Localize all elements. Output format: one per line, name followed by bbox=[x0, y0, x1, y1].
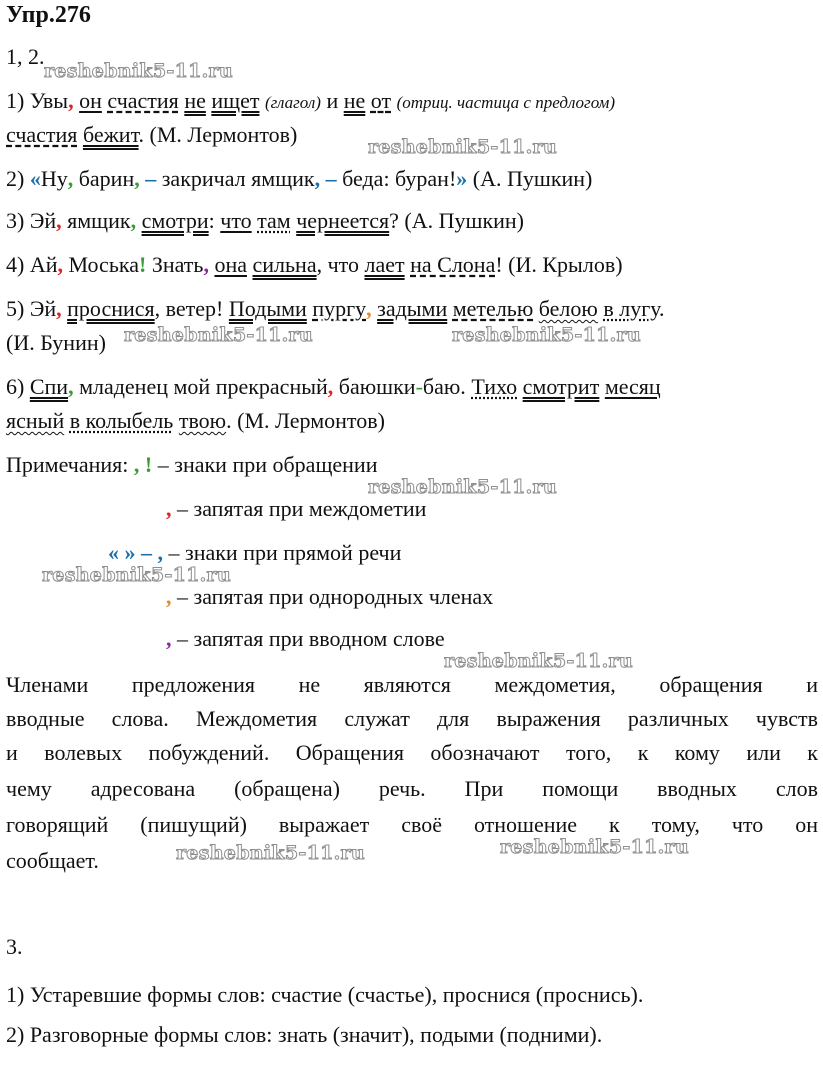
note-2 bbox=[166, 496, 426, 522]
object-word: счастия bbox=[6, 122, 78, 147]
punctuation-mark: , bbox=[130, 208, 137, 233]
item-1: 1) Устаревшие формы слов: счастие (счастье), проснися (проснись). bbox=[6, 982, 644, 1007]
grammar-note: (глагол) bbox=[264, 93, 321, 112]
subject-word: месяц bbox=[604, 374, 661, 399]
sentence-4 bbox=[6, 252, 623, 278]
word: . bbox=[659, 296, 665, 321]
word: закричал ямщик bbox=[156, 166, 315, 191]
note-marks: , ! bbox=[133, 452, 153, 477]
attribute-word: белою bbox=[538, 296, 598, 321]
author-citation: (И. Бунин) bbox=[6, 330, 106, 355]
word: : bbox=[208, 208, 221, 233]
punctuation-mark: , bbox=[57, 252, 63, 277]
word: баю. bbox=[422, 374, 472, 399]
predicate-word: не bbox=[184, 88, 206, 113]
sentence-1-line-1 bbox=[6, 88, 615, 116]
predicate-word: проснися bbox=[67, 296, 155, 321]
watermark: reshebnik5-11.ru bbox=[176, 842, 365, 864]
note-text: – запятая при вводном слове bbox=[171, 626, 445, 651]
note-text: – запятая при однородных членах bbox=[171, 584, 494, 609]
adverbial-word: там bbox=[257, 208, 291, 233]
word: младенец мой прекрасный bbox=[73, 374, 328, 399]
predicate-word: чернеется bbox=[296, 208, 390, 233]
predicate-word: не bbox=[343, 88, 366, 113]
punctuation-mark: , bbox=[67, 166, 74, 191]
punctuation-mark: – bbox=[320, 166, 337, 191]
attribute-word: твою bbox=[178, 408, 227, 433]
sentence-number: 6) bbox=[6, 374, 30, 399]
author-citation: (А. Пушкин) bbox=[467, 166, 593, 191]
sentence-6-line-2 bbox=[6, 408, 385, 434]
word: Увы bbox=[29, 88, 69, 113]
watermark: reshebnik5-11.ru bbox=[44, 60, 233, 82]
watermark: reshebnik5-11.ru bbox=[368, 476, 557, 498]
note-marks: , bbox=[166, 496, 172, 521]
sentence-1-line-2 bbox=[6, 122, 297, 148]
section-12-heading: 1, 2. bbox=[6, 44, 45, 69]
predicate-word: Спи bbox=[29, 374, 69, 399]
author-citation: . (М. Лермонтов) bbox=[138, 122, 298, 147]
punctuation-mark: , bbox=[327, 374, 334, 399]
punctuation-mark: , bbox=[314, 166, 321, 191]
word: Эй bbox=[29, 296, 57, 321]
sentence-5-line-1 bbox=[6, 296, 665, 322]
sentence-5-line-2 bbox=[6, 330, 106, 356]
note-5 bbox=[166, 626, 445, 652]
watermark: reshebnik5-11.ru bbox=[500, 836, 689, 858]
object-word: от bbox=[370, 88, 392, 113]
punctuation-mark: , bbox=[134, 166, 140, 191]
punctuation-mark: – bbox=[139, 166, 157, 191]
sentence-6-line-1 bbox=[6, 374, 661, 400]
sentence-number: 3) bbox=[6, 208, 30, 233]
author-citation: . (М. Лермонтов) bbox=[226, 408, 385, 433]
note-text: – знаки при обращении bbox=[152, 452, 378, 477]
word: Моська bbox=[63, 252, 139, 277]
note-1 bbox=[6, 452, 377, 478]
subject-word: что bbox=[220, 208, 252, 233]
punctuation-mark: ! bbox=[138, 252, 147, 277]
note-text: – запятая при междометии bbox=[171, 496, 427, 521]
sentence-number: 5) bbox=[6, 296, 30, 321]
predicate-word: смотрит bbox=[522, 374, 600, 399]
paragraph-line: говорящий (пишущий) выражает своё отношение к тому, что он bbox=[6, 812, 818, 837]
note-marks: , bbox=[166, 626, 172, 651]
word: баюшки bbox=[333, 374, 416, 399]
punctuation-mark: , bbox=[56, 208, 62, 233]
predicate-word: Подыми bbox=[228, 296, 307, 321]
punctuation-mark: » bbox=[456, 166, 468, 191]
sentence-number: 2) bbox=[6, 166, 30, 191]
punctuation-mark: - bbox=[415, 374, 423, 399]
predicate-word: смотри bbox=[141, 208, 209, 233]
adverbial-word: в колыбель bbox=[69, 408, 174, 433]
word: барин bbox=[73, 166, 135, 191]
predicate-word: лает bbox=[364, 252, 405, 277]
paragraph-line: вводные слова. Междометия служат для выражения различных чувств bbox=[6, 706, 818, 731]
sentence-2 bbox=[6, 166, 592, 192]
adverbial-word: в лугу bbox=[603, 296, 660, 321]
paragraph-line: чему адресована (обращена) речь. При помощи вводных слов bbox=[6, 776, 818, 801]
watermark: reshebnik5-11.ru bbox=[42, 564, 231, 586]
watermark: reshebnik5-11.ru bbox=[368, 136, 557, 158]
predicate-word: ищет bbox=[211, 88, 260, 113]
paragraph-line: Членами предложения не являются междометия, обращения и bbox=[6, 672, 818, 697]
punctuation-mark: , bbox=[68, 374, 74, 399]
object-word: пургу bbox=[312, 296, 367, 321]
author-citation: ? (А. Пушкин) bbox=[389, 208, 525, 233]
note-4 bbox=[166, 584, 493, 610]
object-word: на Слона bbox=[410, 252, 496, 277]
punctuation-mark: , bbox=[68, 88, 74, 113]
object-word: метелью bbox=[452, 296, 534, 321]
subject-word: он bbox=[79, 88, 102, 113]
word: беда: буран! bbox=[336, 166, 457, 191]
punctuation-mark: , bbox=[56, 296, 62, 321]
watermark: reshebnik5-11.ru bbox=[444, 650, 633, 672]
paragraph-line: сообщает. bbox=[6, 848, 99, 873]
object-word: счастия bbox=[107, 88, 179, 113]
author-citation: ! (И. Крылов) bbox=[495, 252, 623, 277]
attribute-word: ясный bbox=[6, 408, 65, 433]
predicate-word: сильна bbox=[252, 252, 317, 277]
word: Ну bbox=[40, 166, 68, 191]
punctuation-mark: , bbox=[203, 252, 209, 277]
note-3 bbox=[108, 540, 401, 566]
sentence-number: 4) bbox=[6, 252, 30, 277]
note-marks: , bbox=[166, 584, 172, 609]
sentence-3 bbox=[6, 208, 524, 234]
sentence-number: 1) bbox=[6, 88, 30, 113]
word: Знать bbox=[146, 252, 204, 277]
watermark: reshebnik5-11.ru bbox=[452, 324, 641, 346]
adverbial-word: Тихо bbox=[471, 374, 518, 399]
word: Ай bbox=[29, 252, 58, 277]
section-3-heading: 3. bbox=[6, 934, 23, 959]
word: , ветер! bbox=[154, 296, 229, 321]
watermark: reshebnik5-11.ru bbox=[124, 324, 313, 346]
word: , что bbox=[316, 252, 365, 277]
subject-word: она bbox=[214, 252, 247, 277]
note-marks: « » – , bbox=[108, 540, 163, 565]
punctuation-mark: « bbox=[29, 166, 41, 191]
punctuation-mark: , bbox=[366, 296, 372, 321]
notes-label: Примечания: bbox=[6, 452, 134, 477]
word: и bbox=[326, 88, 339, 113]
word: ямщик bbox=[61, 208, 131, 233]
paragraph-line: и волевых побуждений. Обращения обозначают того, к кому или к bbox=[6, 740, 818, 765]
word: Эй bbox=[29, 208, 57, 233]
grammar-note: (отриц. частица с предлогом) bbox=[396, 93, 616, 112]
predicate-word: бежит bbox=[82, 122, 139, 147]
item-2: 2) Разговорные формы слов: знать (значит), подыми (подними). bbox=[6, 1022, 603, 1047]
predicate-word: задыми bbox=[377, 296, 448, 321]
exercise-title: Упр.276 bbox=[6, 2, 91, 28]
note-text: – знаки при прямой речи bbox=[163, 540, 402, 565]
